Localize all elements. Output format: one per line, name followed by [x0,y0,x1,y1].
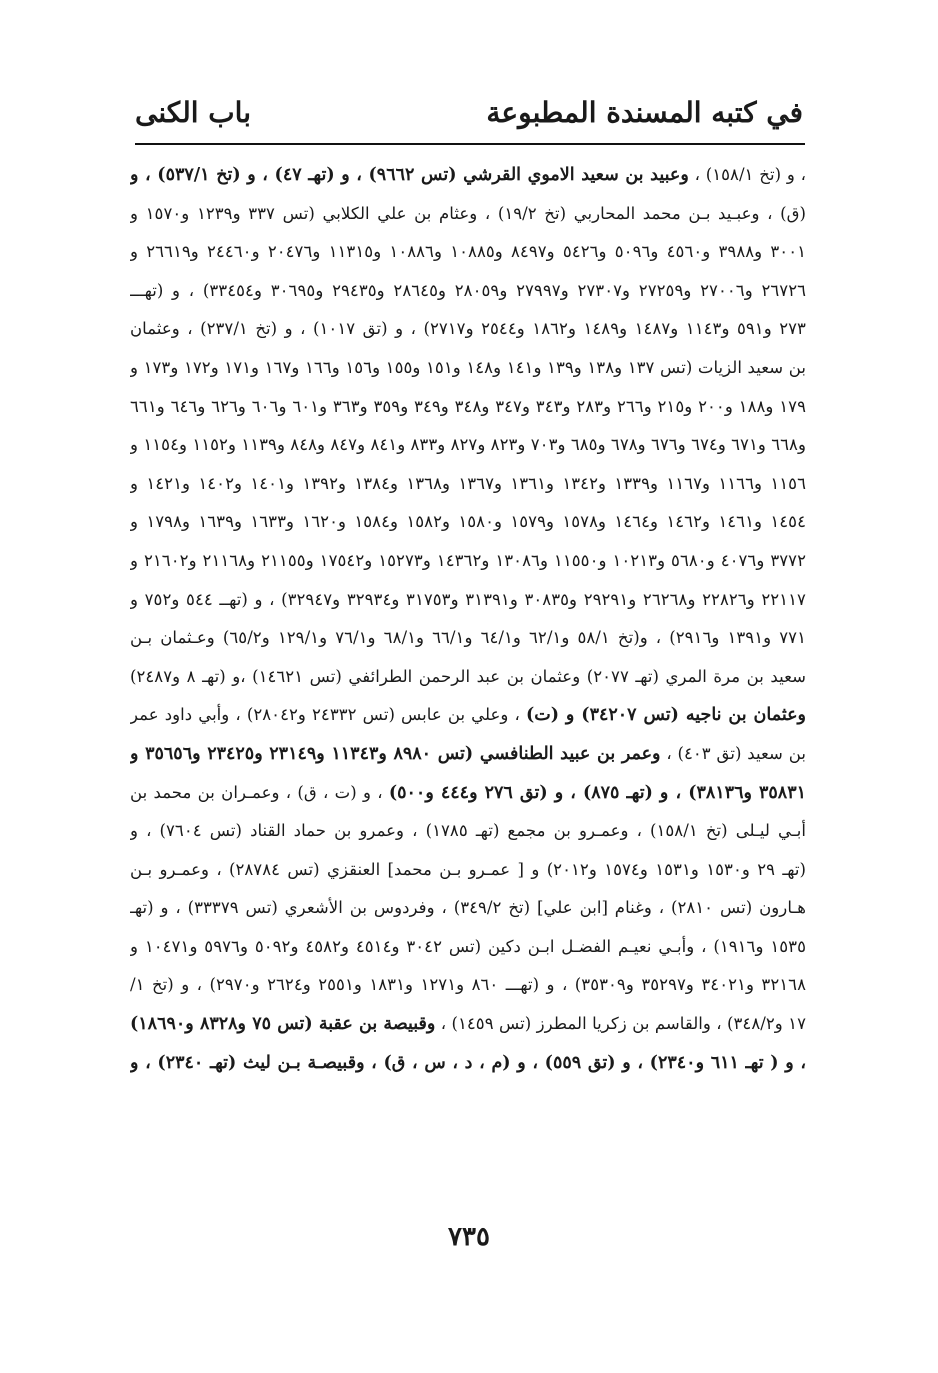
text-line [130,1005,806,1044]
text-segment: سعيد بن مرة المري (تهـ ٢٠٧٧) وعثمان بن عبد الرحمن الطرائفي (تس ١٤٦٢١) ،و (تهـ ٨ و٢٤٨٧) [130,666,806,686]
text-line [130,928,806,967]
header-book-title: في كتبه المسندة المطبوعة [486,96,803,129]
text-segment: بن سعيد الزيات (تس ١٣٧ و١٣٨ و١٣٩ و١٤١ و١٤٨ و١٥١ و١٥٥ و١٥٦ و١٦٦ و١٦٧ و١٧١ و١٧٢ و١٧٣ و [130,357,806,377]
text-line [130,812,806,851]
text-segment: ٣٠٠١ و٣٩٨٨ و٤٥٦٠ و٥٠٩٦ و٥٤٢٦ و٨٤٩٧ و١٠٨٨٥ و١٠٨٨٦ و١١٣١٥ و٢٠٤٧٦ و٢٤٤٦٠ و٢٦٦١٩ و [130,242,806,262]
text-segment: (ق) ، وعبـيد بـن محمد المحاربي (تخ ١٩/٢) ، وعثام بن علي الكلابي (تس ٣٣٧ و١٢٣٩ و١٥٧٠ و [130,203,806,223]
text-line [130,581,806,620]
text-segment: هـارون (تس ٢٨١٠) ، وغنام [ابن علي] (تخ ٣٤٩/٢) ، وفردوس بن الأشعري (تس ٣٣٣٧٩) ، و (تهـ [130,898,806,918]
text-segment: و٦٦٨ و٦٧١ و٦٧٤ و٦٧٦ و٦٧٨ و٦٨٥ و٧٠٣ و٨٢٣ و٨٢٧ و٨٣٣ و٨٤١ و٨٤٧ و٨٤٨ و١١٣٩ و١١٥٢ و١١٥٤ و [130,435,806,455]
text-segment: ١٤٥٤ و١٤٦١ و١٤٦٢ و١٤٦٤ و١٥٧٨ و١٥٧٩ و١٥٨٠ و١٥٨٢ و١٥٨٤ و١٦٢٠ و١٦٣٣ و١٦٣٩ و١٧٩٨ و [130,512,806,532]
header-chapter-title: باب الكنى [135,96,251,129]
text-line [130,619,806,658]
text-line [130,1044,806,1083]
text-line [130,156,806,195]
text-line [130,774,806,813]
text-line [130,696,806,735]
text-segment: ، و (تخ ١٥٨/١) ، [688,165,806,184]
text-segment: ١٧ و٣٤٨/٢) ، والقاسم بن زكريا المطرز (تس ١٤٥٩) ، [435,1014,806,1034]
text-segment: (تهـ ٢٩ و١٥٣٠ و١٥٣١ و١٥٧٤ و٢٠١٢) و [ عمـرو بـن محمد] العنقزي (تس ٢٨٧٨٤) ، وعمـرو بـن [130,859,806,879]
text-segment: ٢٧٣ و٥٩١ و١١٤٣ و١٤٨٧ و١٤٨٩ و١٨٦٢ و٢٥٤٤ و٢٧١٧) ، و (تق ١٠١٧) ، و (تخ ٢٣٧/١) ، وعثمان [130,319,806,339]
page-number: ٧٣٥ [448,1222,490,1252]
header-divider [135,143,805,145]
text-segment: ، وعلي بن عابس (تس ٢٤٣٣٢ و٢٨٠٤٢) ، وأبي داود عمر [130,705,526,725]
text-segment: ١١٥٦ و١١٦٦ و١١٦٧ و١٣٣٩ و١٣٤٢ و١٣٦١ و١٣٦٧ و١٣٦٨ و١٣٨٤ و١٣٩٢ و١٤٠١ و١٤٠٢ و١٤٢١ و [130,473,806,493]
bold-segment: ٣٥٨٣١ و٣٨١٣٦) ، و (تهـ ٨٧٥) ، و (تق ٢٧٦ و٤٤٤ و٥٠٠) [388,782,806,803]
text-line [130,503,806,542]
text-segment: ١٧٩ و١٨٨ و٢٠٠ و٢١٥ و٢٦٦ و٢٨٣ و٣٤٣ و٣٤٧ و٣٤٨ و٣٤٩ و٣٥٩ و٣٦٣ و٦٠١ و٦٠٦ و٦٢٦ و٦٤٦ و٦٦١ [130,396,806,416]
bold-segment: ، و ( تهـ ٦١١ و٢٣٤٠) ، و (تق ٥٥٩) ، و (م ، د ، س ، ق) ، وقبيصـة بـن ليث (تهـ ٢٣٤٠) ، و [130,1052,806,1073]
text-line [130,233,806,272]
text-segment: ٢٦٧٢٦ و٢٧٠٠٦ و٢٧٢٥٩ و٢٧٣٠٧ و٢٧٩٩٧ و٢٨٠٥٩ و٢٨٦٤٥ و٢٩٤٣٥ و٣٠٦٩٥ و٣٣٤٥٤) ، و (تهـــ [130,280,806,300]
text-segment: ٧٧١ و١٣٩١ و٢٩١٦) ، و(تخ ٥٨/١ و٦٢/١ و٦٤/١ و٦٦/١ و٦٨/١ و٧٦/١ و١٢٩/١ و٦٥/٢) وعـثمان بـن [130,628,806,648]
text-line [130,735,806,774]
bold-segment: وعمر بن عبيد الطنافسي (تس ٨٩٨٠ و١١٣٤٣ و٢٣١٤٩ و٢٣٤٢٥ و٣٥٦٥٦ و [130,743,661,764]
text-segment: أبـي ليـلى (تخ ١٥٨/١) ، وعمـرو بن مجمع (تهـ ١٧٨٥) ، وعمرو بن حماد القناد (تس ٧٦٠٤) ، و [130,821,806,841]
bold-segment: وقبيصة بن عقبة (تس ٧٥ و٨٣٢٨ و١٨٦٩٠) [130,1014,436,1035]
text-line [130,349,806,388]
text-line [130,658,806,697]
text-line [130,195,806,234]
text-line [130,851,806,890]
text-line [130,272,806,311]
text-line [130,388,806,427]
text-segment: ١٥٣٥ و١٩١٦) ، وأبـي نعيـم الفضـل ابـن دكين (تس ٣٠٤٢ و٤٥١٤ و٤٥٨٢ و٥٠٩٢ و٥٩٧٦ و١٠٤٧١ و [130,936,806,956]
text-line [130,426,806,465]
text-segment: ٢٢١١٧ و٢٢٨٢٦ و٢٦٢٦٨ و٢٩٢٩١ و٣٠٨٣٥ و٣١٣٩١ و٣١٧٥٣ و٣٢٩٣٤ و٣٢٩٤٧) ، و (تهــ ٥٤٤ و٧٥٢ و [130,589,806,609]
bold-segment: وعبيد بن سعيد الاموي القرشي (تس ٩٦٦٢) ، و (تهـ ٤٧) ، و (تخ ٥٣٧/١) ، و [130,165,689,185]
text-segment: بن سعيد (تق ٤٠٣) ، [660,743,806,763]
text-segment: ٣٧٧٢ و٤٠٧٦ و٥٦٨٠ و١٠٢١٣ و١١٥٥٠ و١٣٠٨٦ و١٤٣٦٢ و١٥٢٧٣ و١٧٥٤٢ و٢١١٥٥ و٢١١٦٨ و٢١٦٠٢ و [130,550,806,570]
text-line [130,310,806,349]
bold-segment: وعثمان بن ناجيه (تس ٣٤٢٠٧) و (ت) [525,705,806,726]
text-line [130,966,806,1005]
text-line [130,889,806,928]
text-line [130,465,806,504]
text-segment: ٣٢١٦٨ و٣٤٠٢١ و٣٥٢٩٧ و٣٥٣٠٩) ، و (تهـــ ٨٦٠ و١٢٧١ و١٨٣١ و٢٥٥١ و٢٦٢٤ و٢٩٧٠) ، و (تخ ١/ [130,975,806,995]
running-header [135,92,803,138]
body-text [130,156,806,1082]
text-line [130,542,806,581]
text-segment: ، و (ت ، ق) ، وعمـران بن محمد بن [130,782,389,802]
